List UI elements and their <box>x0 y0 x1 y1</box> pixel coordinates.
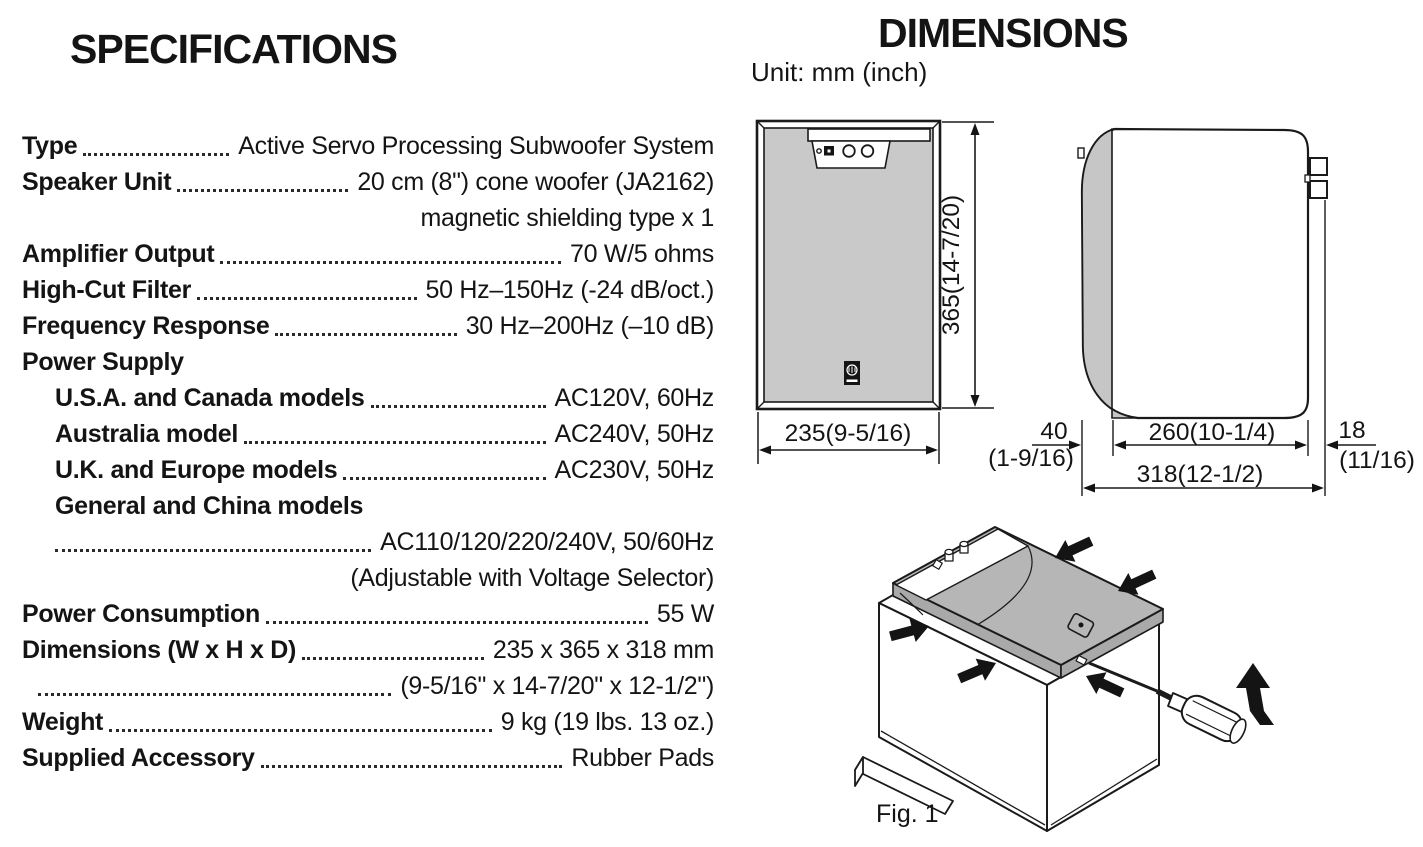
spec-label: Frequency Response <box>22 312 270 340</box>
front-depth-mm-label: 40 <box>1040 418 1068 445</box>
spec-row <box>22 452 714 488</box>
spec-row <box>22 128 714 164</box>
side-view-drawing <box>980 112 1423 504</box>
dot-leader <box>302 657 484 660</box>
spec-row <box>22 416 714 452</box>
spec-row <box>22 272 714 308</box>
spec-row <box>22 200 714 236</box>
terminal-depth-arrowhead <box>1326 441 1338 450</box>
dot-leader <box>109 729 492 732</box>
dot-leader <box>83 153 229 156</box>
dot-leader <box>371 405 546 408</box>
spec-row <box>22 560 714 596</box>
logo-wordmark <box>847 380 858 383</box>
pry-arrow-head <box>1236 663 1270 688</box>
dot-leader <box>261 765 563 768</box>
spec-row <box>22 632 714 668</box>
terminal-step <box>1305 175 1310 182</box>
spec-value: AC110/120/220/240V, 50/60Hz <box>380 528 714 556</box>
spec-label: High-Cut Filter <box>22 276 192 304</box>
dot-leader <box>343 477 545 480</box>
spec-row <box>22 308 714 344</box>
spec-row <box>22 668 714 704</box>
spec-label: Speaker Unit <box>22 168 172 196</box>
width-arrow-right <box>926 446 938 455</box>
pry-arrow-foot <box>1250 711 1274 725</box>
width-arrow-left <box>759 446 771 455</box>
spec-label: Supplied Accessory <box>22 744 255 772</box>
dot-leader <box>220 261 561 264</box>
grille-tab <box>1078 148 1084 158</box>
spec-label: General and China models <box>55 492 364 520</box>
dimensions-unit-label: Unit: mm (inch) <box>751 57 928 87</box>
spec-row <box>22 524 714 560</box>
cabinet-front-face <box>764 128 933 402</box>
dot-leader <box>275 333 456 336</box>
highcut-knob <box>862 145 874 157</box>
spec-row <box>22 704 714 740</box>
body-depth-arrow-left <box>1114 441 1126 450</box>
dimensions-title: DIMENSIONS <box>878 10 1128 56</box>
dot-leader <box>266 621 648 624</box>
figure-1-drawing <box>855 505 1325 847</box>
terminal-depth-mm-label: 18 <box>1338 417 1366 444</box>
spec-label: U.K. and Europe models <box>55 456 338 484</box>
height-arrow-top <box>971 123 980 135</box>
speaker-terminal-upper <box>1310 158 1327 175</box>
terminal-depth-inch-label: (11/16) <box>1339 447 1415 474</box>
spec-label: Amplifier Output <box>22 240 215 268</box>
dot-leader <box>177 189 348 192</box>
spec-row <box>22 380 714 416</box>
spec-value: 235 x 365 x 318 mm <box>492 636 714 664</box>
speaker-terminal-lower <box>1310 181 1327 198</box>
spec-value: (Adjustable with Voltage Selector) <box>350 564 714 592</box>
spec-label: U.S.A. and Canada models <box>55 384 365 412</box>
spec-value: 30 Hz–200Hz (–10 dB) <box>465 312 714 340</box>
spec-row <box>22 344 714 380</box>
total-depth-arrow-left <box>1083 484 1095 493</box>
spec-value: AC230V, 50Hz <box>554 456 714 484</box>
width-dimension-label: 235(9-5/16) <box>784 420 912 447</box>
specifications-section <box>22 0 714 847</box>
total-depth-arrow-right <box>1312 484 1324 493</box>
spec-label: Dimensions (W x H x D) <box>22 636 296 664</box>
dot-leader <box>55 549 371 552</box>
dot-leader <box>244 441 545 444</box>
spec-label: Weight <box>22 708 104 736</box>
spec-value: 70 W/5 ohms <box>570 240 714 268</box>
pry-arrow-shaft <box>1246 688 1264 711</box>
spec-value: Rubber Pads <box>571 744 714 772</box>
spec-row <box>22 164 714 200</box>
spec-value: 20 cm (8") cone woofer (JA2162) <box>357 168 714 196</box>
power-led <box>817 149 821 153</box>
spec-row <box>22 740 714 776</box>
knob-rear-top <box>960 541 968 546</box>
power-switch-dot <box>828 150 831 153</box>
spec-value: 50 Hz–150Hz (-24 dB/oct.) <box>425 276 714 304</box>
screwdriver-handle <box>1177 691 1249 747</box>
height-dimension-label: 365(14-7/20) <box>938 194 965 336</box>
figure-1-caption: Fig. 1 <box>876 800 939 828</box>
body-depth-arrow-right <box>1295 441 1307 450</box>
front-depth-inch-label: (1-9/16) <box>988 445 1074 472</box>
height-arrow-bottom <box>971 395 980 407</box>
spec-label: Power Supply <box>22 348 184 376</box>
spec-value: AC120V, 60Hz <box>554 384 714 412</box>
spec-value: Active Servo Processing Subwoofer System <box>238 132 714 160</box>
spec-row <box>22 236 714 272</box>
spec-value: (9-5/16" x 14-7/20" x 12-1/2") <box>400 672 714 700</box>
spec-value: magnetic shielding type x 1 <box>420 204 714 232</box>
spec-row <box>22 596 714 632</box>
volume-knob <box>843 145 855 157</box>
top-cap <box>808 129 930 141</box>
knob-front-top <box>945 549 953 554</box>
spec-label: Australia model <box>55 420 239 448</box>
spec-label: Type <box>22 132 78 160</box>
spec-label: Power Consumption <box>22 600 260 628</box>
spec-row <box>22 488 714 524</box>
total-depth-label: 318(12-1/2) <box>1136 461 1264 488</box>
panel-badge-dot <box>1079 623 1084 628</box>
spec-value: 9 kg (19 lbs. 13 oz.) <box>500 708 714 736</box>
spec-value: 55 W <box>656 600 714 628</box>
cabinet-side-outline <box>1082 129 1308 418</box>
support-bar-end <box>855 757 863 786</box>
front-view-drawing <box>748 112 1004 472</box>
body-depth-label: 260(10-1/4) <box>1148 419 1276 446</box>
specifications-list <box>22 128 714 776</box>
specifications-title: SPECIFICATIONS <box>70 26 397 72</box>
dot-leader <box>38 693 391 696</box>
dot-leader <box>197 297 416 300</box>
spec-value: AC240V, 50Hz <box>554 420 714 448</box>
